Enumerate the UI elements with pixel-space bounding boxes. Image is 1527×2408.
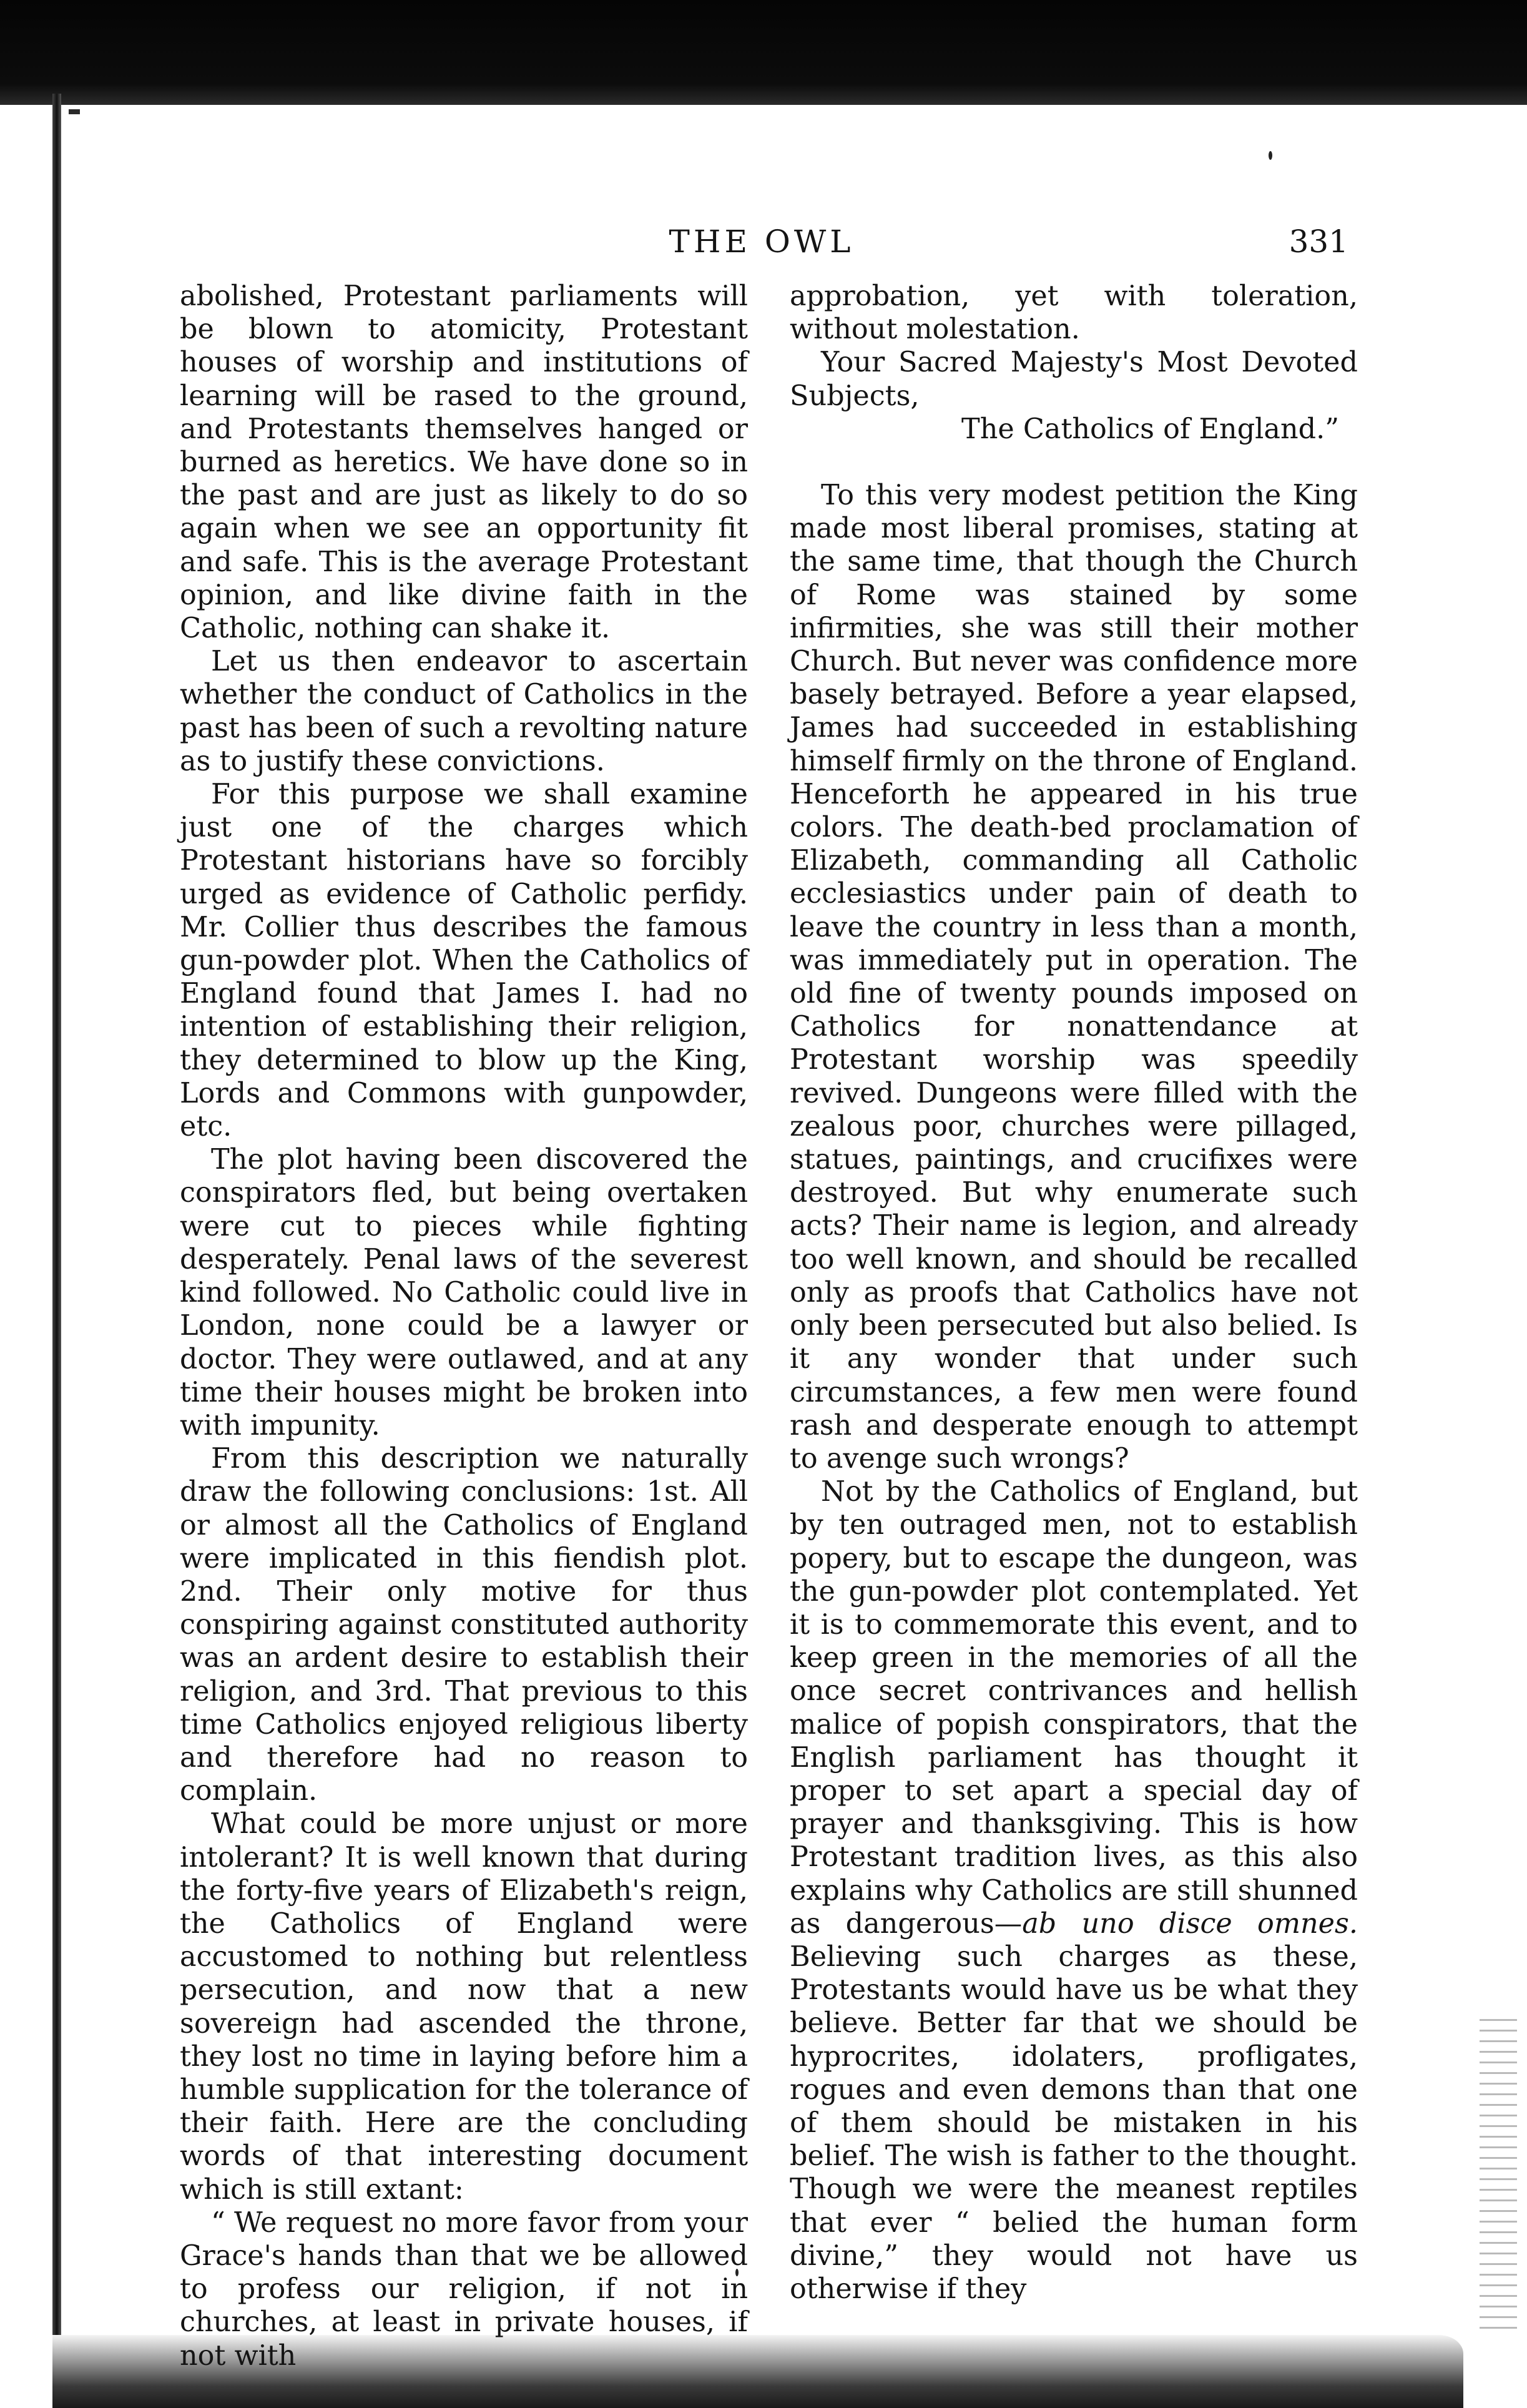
paragraph: The plot having been discovered the conspirators fled, but being overtaken were cut to pieces while fighting desperately. Penal laws of the severest kind followed. No Catholic could live in London, none could be a lawyer or doctor. They were outlawed, and at any time their houses might be broken into with impunity. <box>180 1144 748 1442</box>
petition-continuation: approbation, yet with toleration, without molestation. <box>790 280 1358 346</box>
paragraph: abolished, Protestant parliaments will be blown to atomicity, Protestant houses of worship and institutions of learning will be rased to the ground, and Protestants themselves hanged or burned as heretics. We have done so in the past and are just as likely to do so again when we see an opportunity fit and safe. This is the average Protestant opinion, and like divine faith in the Catholic, nothing can shake it. <box>180 280 748 645</box>
page-number: 331 <box>1289 224 1348 260</box>
paragraph: To this very modest petition the King made most liberal promises, stating at the same time, that though the Church of Rome was stained by some infirmities, she was still their mother Church. But never was confidence more basely betrayed. Before a year elapsed, James had succeeded in establishing himself firmly on the throne of England. Henceforth he appeared in his true colors. The death-bed proclamation of Elizabeth, commanding all Catholic ecclesiastics under pain of death to leave the country in less than a month, was immediately put in operation. The old fine of twenty pounds imposed on Catholics for nonattendance at Protestant worship was speedily revived. Dungeons were filled with the zealous poor, churches were pillaged, statues, paintings, and crucifixes were destroyed. But why enumerate such acts? Their name is legion, and already too well known, and should be recalled only as proofs that Catholics have not only been persecuted but also belied. Is it any wonder that under such circumstances, a few men were found rash and desperate enough to attempt to avenge such wrongs? <box>790 479 1358 1475</box>
paragraph: Let us then endeavor to ascertain whether the conduct of Catholics in the past has been of such a revolting nature as to justify these convictions. <box>180 646 748 777</box>
petition-salutation: Your Sacred Majesty's Most Devoted Subjects, <box>790 346 1358 412</box>
scan-border-left <box>52 94 61 2408</box>
right-column <box>790 280 1358 2306</box>
paragraph: From this description we naturally draw the following conclusions: 1st. All or almost all the Catholics of England were implicated in this fiendish plot. 2nd. Their only motive for thus conspiring against constituted authority was an ardent desire to establish their religion, and 3rd. That previous to this time Catholics enjoyed religious liberty and therefore had no reason to complain. <box>180 1443 748 1807</box>
scan-artifact <box>69 109 80 114</box>
latin-phrase: ab uno disce omnes. <box>1022 1907 1358 1940</box>
paragraph: For this purpose we shall examine just one of the charges which Protestant historians have so forcibly urged as evidence of Catholic perfidy. Mr. Collier thus describes the famous gun-powder plot. When the Catholics of England found that James I. had no intention of establishing their religion, they determined to blow up the King, Lords and Commons with gunpowder, etc. <box>180 779 748 1143</box>
paragraph-lead: Not by the Catholics of England, but by ten outraged men, not to establish popery, but to escape the dungeon, was the gun-powder plot contemplated. Yet it is to commemorate this event, and to keep green in the memories of all the once secret contrivances and hellish malice of popish conspirators, that the English parliament has thought it proper to set apart a special day of prayer and thanksgiving. This is how Protestant tradition lives, as this also explains why Catholics are still shunned as dangerous— <box>790 1476 1358 1940</box>
paragraph-tail: Believing such charges as these, Protestants would have us be what they believe. Better far that we should be hyprocrites, idolaters, profligates, rogues and even demons than that one of them should be mistaken in his belief. The wish is father to the thought. Though we were the meanest reptiles that ever “ belied the human form divine,” they would not have us otherwise if they <box>790 1940 1358 2305</box>
quoted-petition: “ We request no more favor from your Grace's hands than that we be allowed to profess our religion, if not in churches, at least in private houses, if not with <box>180 2206 748 2372</box>
running-header <box>162 220 1361 263</box>
running-title: THE OWL <box>669 224 855 260</box>
scan-border-top <box>0 0 1527 105</box>
left-column <box>180 280 748 2372</box>
paragraph: What could be more unjust or more intolerant? It is well known that during the forty-five years of Elizabeth's reign, the Catholics of England were accustomed to nothing but relentless persecution, and now that a new sovereign had ascended the throne, they lost no time in laying before him a humble supplication for the tolerance of their faith. Here are the concluding words of that interesting document which is still extant: <box>180 1808 748 2206</box>
petition-signature: The Catholics of England.” <box>961 413 1339 445</box>
scan-noise-right <box>1480 2010 1517 2335</box>
scan-speck <box>1269 151 1272 160</box>
paragraph <box>790 1475 1358 2306</box>
